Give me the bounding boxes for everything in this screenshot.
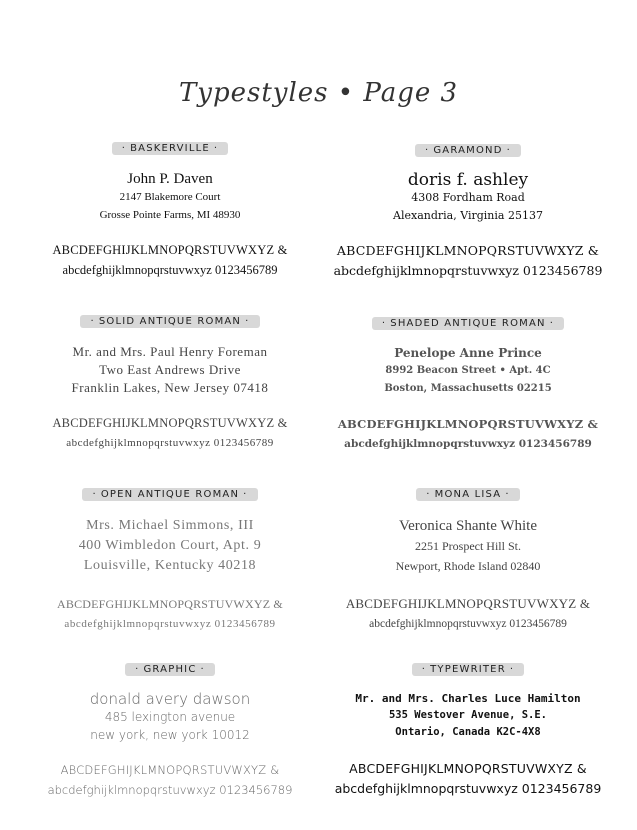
- typestyle-badge: · TYPEWRITER ·: [412, 663, 525, 676]
- sample-address-line-2: Alexandria, Virginia 25137: [393, 209, 543, 222]
- sample-address-line-1: Two East Andrews Drive: [99, 362, 241, 377]
- lowercase-alphabet: abcdefghijklmnopqrstuvwxyz 0123456789: [369, 618, 567, 630]
- sample-address-line-2: Grosse Pointe Farms, MI 48930: [99, 209, 241, 221]
- sample-name: Veronica Shante White: [398, 518, 537, 534]
- sample-name: Mrs. Michael Simmons, III: [86, 518, 254, 533]
- badge-label: TYPEWRITER: [430, 664, 506, 675]
- sample-address-line-2: Louisville, Kentucky 40218: [83, 558, 257, 573]
- lowercase-alphabet: abcdefghijklmnopqrstuvwxyz 0123456789: [344, 438, 592, 450]
- page-title: Typestyles • Page 3: [178, 78, 459, 108]
- sample-address-line-1: 535 Westover Avenue, S.E.: [388, 709, 548, 721]
- badge-label: GRAPHIC: [143, 664, 197, 675]
- lowercase-alphabet: abcdefghijklmnopqrstuvwxyz 0123456789: [62, 263, 278, 277]
- typestyle-sample-baskerville: [20, 138, 320, 280]
- uppercase-alphabet: ABCDEFGHIJKLMNOPQRSTUVWXYZ &: [52, 243, 288, 257]
- typestyle-sample-mona-lisa: [318, 484, 618, 634]
- sample-address-line-1: 8992 Beacon Street • Apt. 4C: [385, 365, 551, 376]
- typestyle-badge: · GRAPHIC ·: [125, 663, 215, 676]
- sample-address-line-1: 2251 Prospect Hill St.: [414, 539, 521, 553]
- sample-address-line-2: Ontario, Canada K2C-4X8: [395, 726, 541, 738]
- sample-address-line-1: 485 lexington avenue: [104, 710, 236, 724]
- sample-name: Mr. and Mrs. Charles Luce Hamilton: [355, 692, 581, 705]
- badge-label: MONA LISA: [434, 489, 502, 500]
- sample-name: John P. Daven: [127, 171, 213, 187]
- typestyle-badge: · OPEN ANTIQUE ROMAN ·: [82, 488, 257, 501]
- sample-address-line-2: Boston, Massachusetts 02215: [384, 383, 552, 394]
- uppercase-alphabet: ABCDEFGHIJKLMNOPQRSTUVWXYZ &: [60, 763, 280, 777]
- sample-address-line-1: 4308 Fordham Road: [411, 191, 525, 204]
- uppercase-alphabet: ABCDEFGHIJKLMNOPQRSTUVWXYZ &: [337, 417, 599, 431]
- badge-label: BASKERVILLE: [130, 143, 210, 154]
- sample-name: Mr. and Mrs. Paul Henry Foreman: [72, 344, 268, 359]
- sample-name: doris f. ashley: [407, 170, 529, 190]
- lowercase-alphabet: abcdefghijklmnopqrstuvwxyz 0123456789: [333, 263, 603, 278]
- sample-address-line-1: 2147 Blakemore Court: [119, 191, 221, 203]
- sample-address-line-2: new york, new york 10012: [90, 728, 250, 742]
- typestyle-sample-graphic: [20, 657, 320, 800]
- lowercase-alphabet: abcdefghijklmnopqrstuvwxyz 0123456789: [66, 437, 274, 449]
- uppercase-alphabet: ABCDEFGHIJKLMNOPQRSTUVWXYZ &: [52, 416, 288, 430]
- sample-name: Penelope Anne Prince: [394, 346, 542, 360]
- sample-address-line-1: 400 Wimbledon Court, Apt. 9: [78, 538, 262, 553]
- typestyle-sample-typewriter: [318, 657, 618, 799]
- typestyle-badge: · MONA LISA ·: [416, 488, 519, 501]
- uppercase-alphabet: ABCDEFGHIJKLMNOPQRSTUVWXYZ &: [345, 596, 591, 611]
- badge-label: SHADED ANTIQUE ROMAN: [390, 318, 546, 329]
- sample-name: donald avery dawson: [89, 690, 251, 708]
- typestyle-sample-shaded-antique-roman: [318, 311, 618, 454]
- badge-label: SOLID ANTIQUE ROMAN: [98, 316, 242, 327]
- typestyle-sample-garamond: [318, 138, 618, 281]
- typestyle-badge: · SOLID ANTIQUE ROMAN ·: [80, 315, 259, 328]
- lowercase-alphabet: abcdefghijklmnopqrstuvwxyz 0123456789: [64, 618, 276, 630]
- uppercase-alphabet: ABCDEFGHIJKLMNOPQRSTUVWXYZ &: [57, 597, 283, 611]
- typestyle-sample-solid-antique-roman: [20, 311, 320, 453]
- badge-label: OPEN ANTIQUE ROMAN: [100, 489, 240, 500]
- typestyle-sample-open-antique-roman: [20, 484, 320, 634]
- uppercase-alphabet: ABCDEFGHIJKLMNOPQRSTUVWXYZ &: [336, 243, 600, 258]
- typestyle-badge: · BASKERVILLE ·: [112, 142, 229, 155]
- badge-label: GARAMOND: [433, 145, 503, 156]
- lowercase-alphabet: abcdefghijklmnopqrstuvwxyz 0123456789: [334, 781, 602, 796]
- typestyle-badge: · GARAMOND ·: [415, 144, 521, 157]
- sample-address-line-2: Franklin Lakes, New Jersey 07418: [71, 380, 269, 395]
- sample-address-line-2: Newport, Rhode Island 02840: [395, 559, 541, 573]
- typestyle-badge: · SHADED ANTIQUE ROMAN ·: [372, 317, 564, 330]
- uppercase-alphabet: ABCDEFGHIJKLMNOPQRSTUVWXYZ &: [349, 761, 587, 776]
- lowercase-alphabet: abcdefghijklmnopqrstuvwxyz 0123456789: [47, 783, 293, 797]
